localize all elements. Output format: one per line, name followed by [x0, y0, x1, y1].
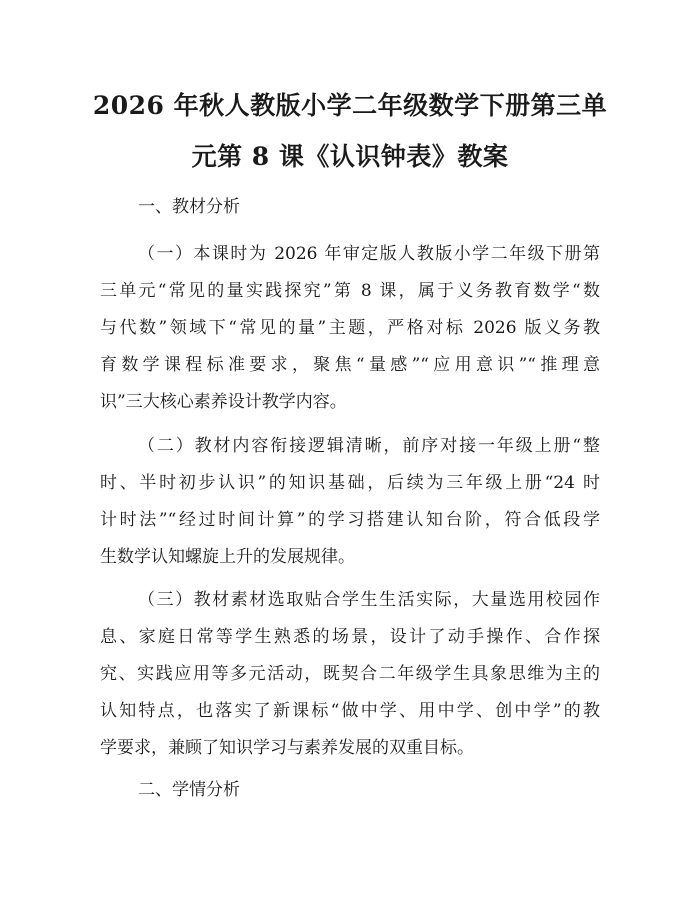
document-title-line-2: 元第 8 课《认识钟表》教案: [191, 142, 509, 171]
paragraph-3-line-5: 学要求，兼顾了知识学习与素养发展的双重目标。: [100, 738, 474, 758]
paragraph-1-line-4: 育数学课程标准要求，聚焦“量感”“应用意识”“推理意: [100, 355, 600, 375]
section-heading-textbook-analysis: 一、教材分析: [138, 197, 240, 217]
paragraph-1-line-1: （一）本课时为 2026 年审定版人教版小学二年级下册第: [138, 244, 600, 264]
paragraph-3-line-1: （三）教材素材选取贴合学生生活实际，大量选用校园作: [138, 590, 600, 610]
paragraph-3-line-4: 认知特点，也落实了新课标“做中学、用中学、创中学”的教: [100, 701, 600, 721]
paragraph-2-line-3: 计时法”“经过时间计算”的学习搭建认知台阶，符合低段学: [100, 510, 600, 530]
paragraph-2-line-2: 时、半时初步认识”的知识基础，后续为三年级上册“24 时: [100, 473, 600, 493]
paragraph-3-line-2: 息、家庭日常等学生熟悉的场景，设计了动手操作、合作探: [100, 627, 600, 647]
paragraph-1-line-5: 识”三大核心素养设计教学内容。: [100, 392, 347, 412]
paragraph-2-line-4: 生数学认知螺旋上升的发展规律。: [100, 547, 355, 567]
paragraph-2-line-1: （二）教材内容衔接逻辑清晰，前序对接一年级上册“整: [138, 436, 600, 456]
document-title-line-1: 2026 年秋人教版小学二年级数学下册第三单: [92, 91, 608, 120]
paragraph-1-line-2: 三单元“常见的量实践探究”第 8 课，属于义务教育数学“数: [100, 281, 600, 301]
paragraph-3-line-3: 究、实践应用等多元活动，既契合二年级学生具象思维为主的: [100, 664, 600, 684]
section-heading-student-analysis: 二、学情分析: [138, 780, 240, 800]
paragraph-1-line-3: 与代数”领域下“常见的量”主题，严格对标 2026 版义务教: [100, 318, 600, 338]
